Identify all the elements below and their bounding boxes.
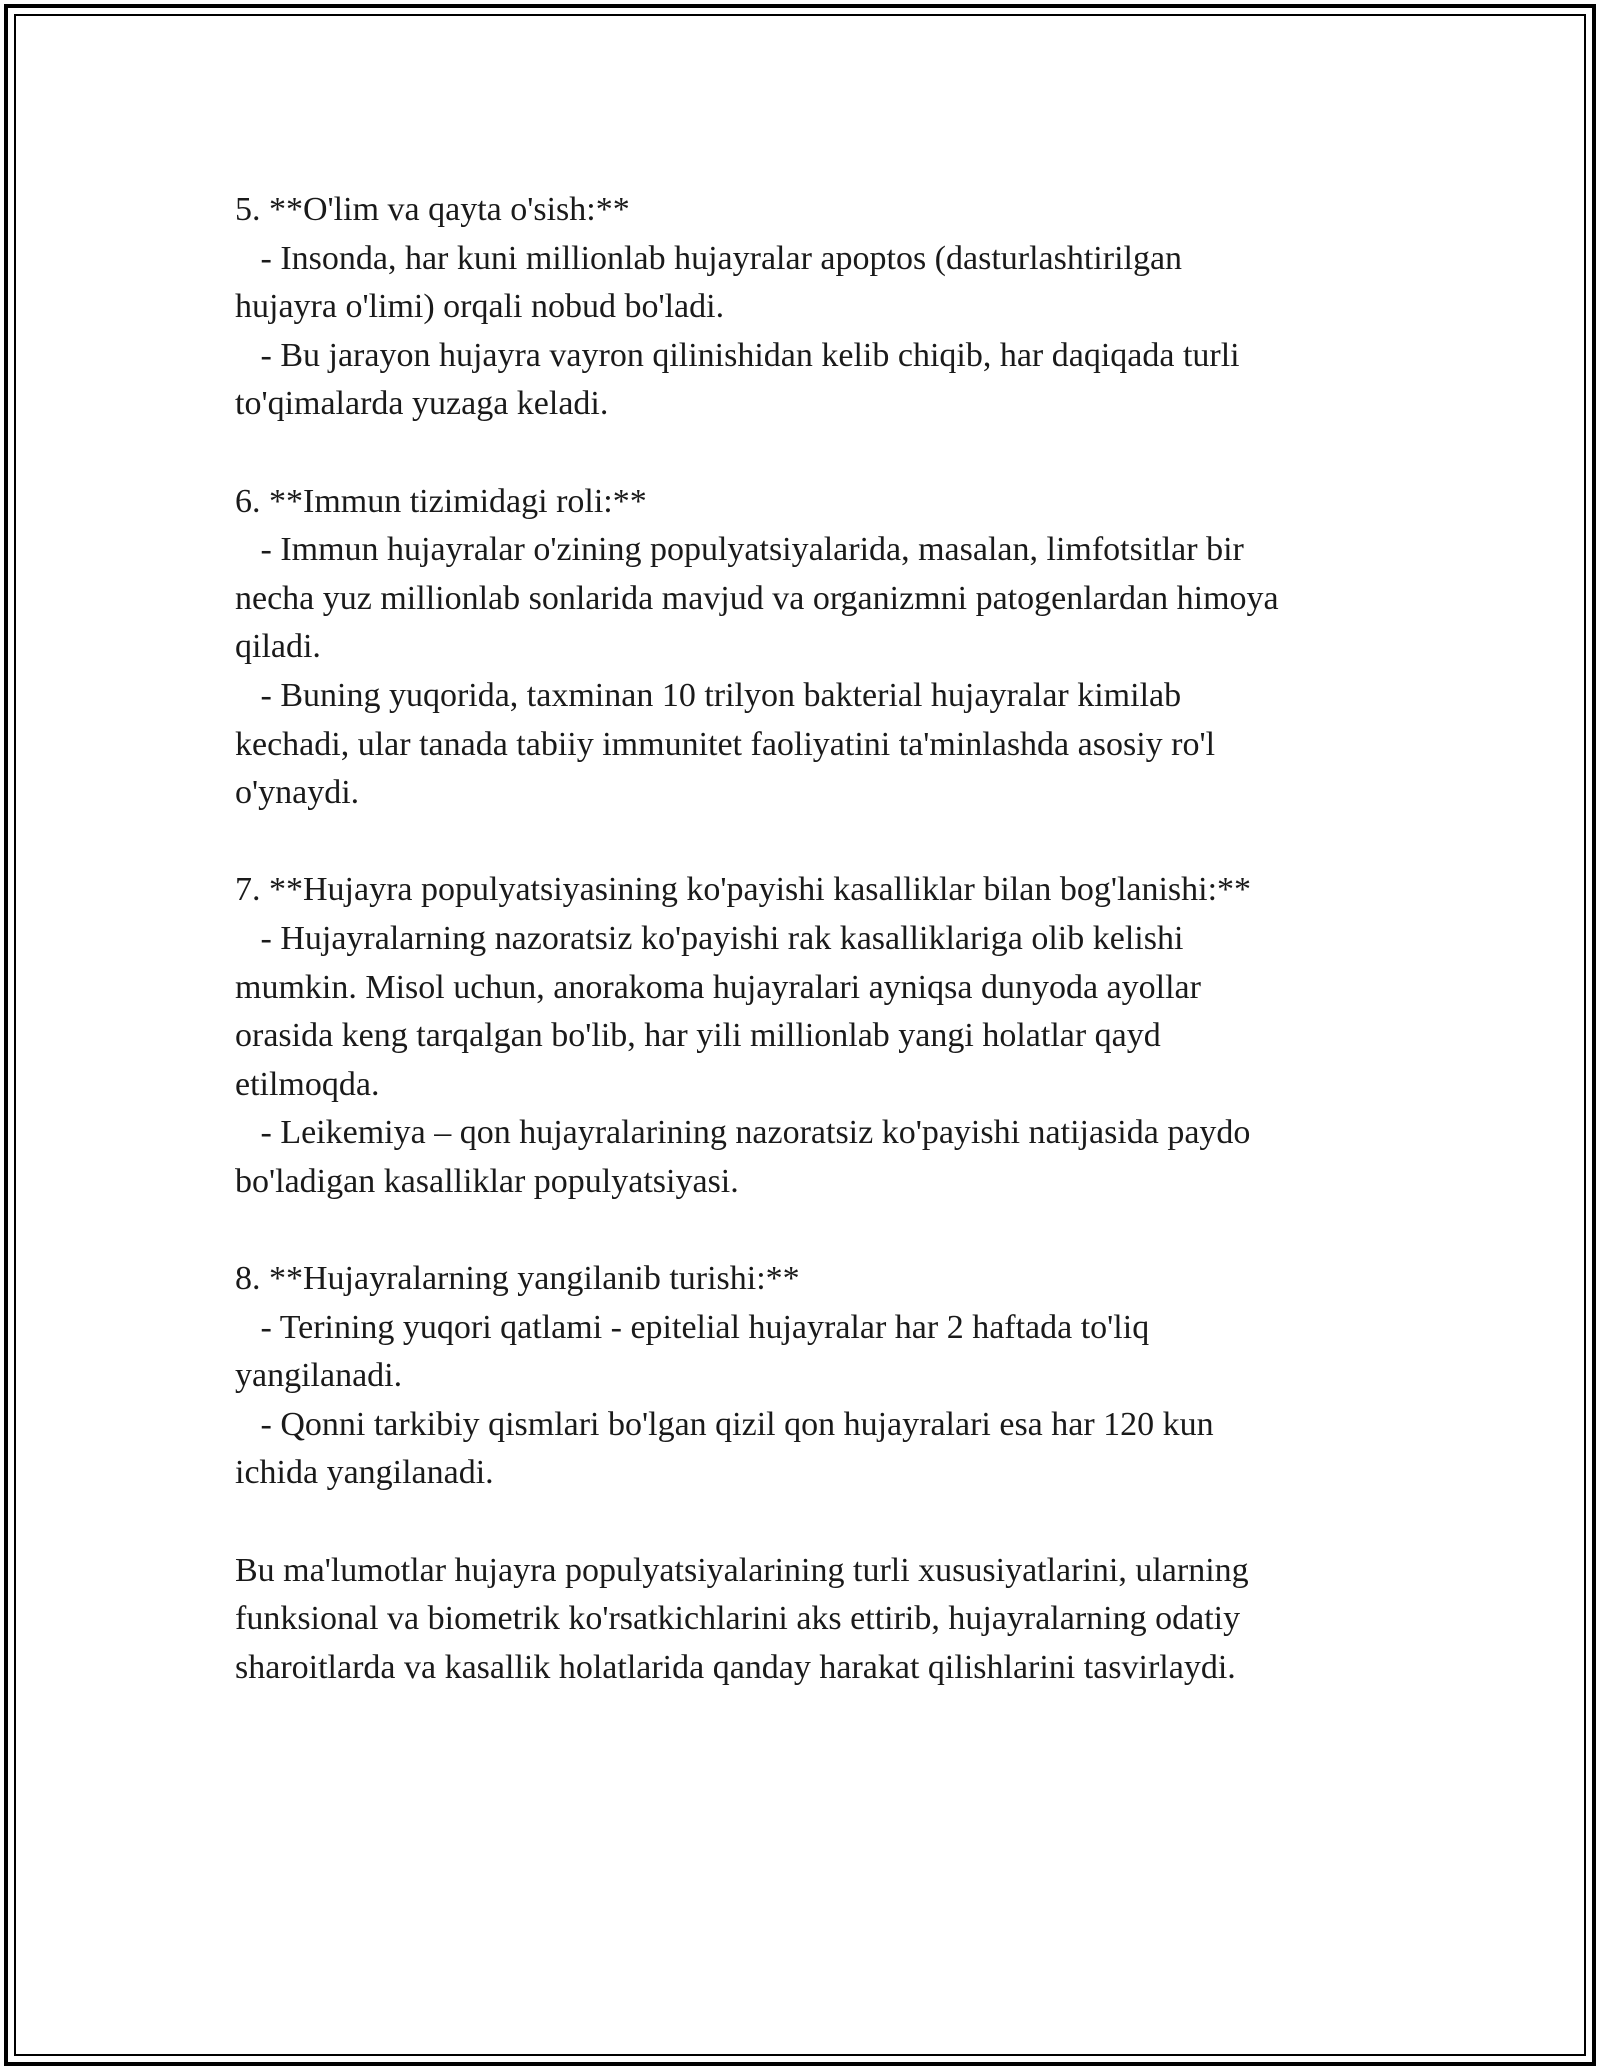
blank-line (235, 818, 1415, 867)
section-5-heading: 5. **O'lim va qayta o'sish:** (235, 191, 630, 228)
text-line: to'qimalarda yuzaga keladi. (235, 385, 609, 423)
text-line: hujayra o'limi) orqali nobud bo'ladi. (235, 288, 725, 326)
blank-line (235, 429, 1415, 478)
text-line: - Leikemiya – qon hujayralarining nazoratsiz ko'payishi natijasida paydo (235, 1114, 1251, 1152)
text-line: - Qonni tarkibiy qismlari bo'lgan qizil qon hujayralari esa har 120 kun (235, 1405, 1214, 1443)
text-line: necha yuz millionlab sonlarida mavjud va organizmni patogenlardan himoya (235, 579, 1279, 617)
text-line: ichida yangilanadi. (235, 1454, 494, 1492)
text-line: orasida keng tarqalgan bo'lib, har yili millionlab yangi holatlar qayd (235, 1017, 1161, 1055)
conclusion-line: funksional va biometrik ko'rsatkichlarini aks ettirib, hujayralarning odatiy (235, 1600, 1241, 1638)
section-6-heading: 6. **Immun tizimidagi roli:** (235, 482, 647, 520)
text-line: - Insonda, har kuni millionlab hujayralar apoptos (dasturlashtirilgan (235, 239, 1183, 277)
blank-line (235, 1206, 1415, 1255)
blank-line (235, 1498, 1415, 1547)
conclusion-line: Bu ma'lumotlar hujayra populyatsiyalarining turli xususiyatlarini, ularning (235, 1551, 1249, 1589)
text-line: qiladi. (235, 628, 321, 666)
text-line: yangilanadi. (235, 1357, 403, 1395)
section-7-heading: 7. **Hujayra populyatsiyasining ko'payishi kasalliklar bilan bog'lanishi:** (235, 871, 1252, 909)
text-line: o'ynaydi. (235, 774, 360, 812)
text-line: mumkin. Misol uchun, anorakoma hujayralari ayniqsa dunyoda ayollar (235, 968, 1201, 1006)
text-line: - Terining yuqori qatlami - epitelial hujayralar har 2 haftada to'liq (235, 1308, 1150, 1346)
section-8-heading: 8. **Hujayralarning yangilanib turishi:** (235, 1260, 800, 1298)
text-line: etilmoqda. (235, 1065, 380, 1103)
text-line: - Hujayralarning nazoratsiz ko'payishi rak kasalliklariga olib kelishi (235, 919, 1184, 957)
text-line: - Immun hujayralar o'zining populyatsiyalarida, masalan, limfotsitlar bir (235, 531, 1244, 569)
text-line: bo'ladigan kasalliklar populyatsiyasi. (235, 1162, 739, 1200)
text-line: - Buning yuqorida, taxminan 10 trilyon bakterial hujayralar kimilab (235, 676, 1182, 714)
document-body (235, 186, 1415, 1692)
conclusion-line: sharoitlarda va kasallik holatlarida qanday harakat qilishlarini tasvirlaydi. (235, 1648, 1236, 1686)
text-line: - Bu jarayon hujayra vayron qilinishidan kelib chiqib, har daqiqada turli (235, 336, 1240, 374)
text-line: kechadi, ular tanada tabiiy immunitet faoliyatini ta'minlashda asosiy ro'l (235, 725, 1216, 763)
